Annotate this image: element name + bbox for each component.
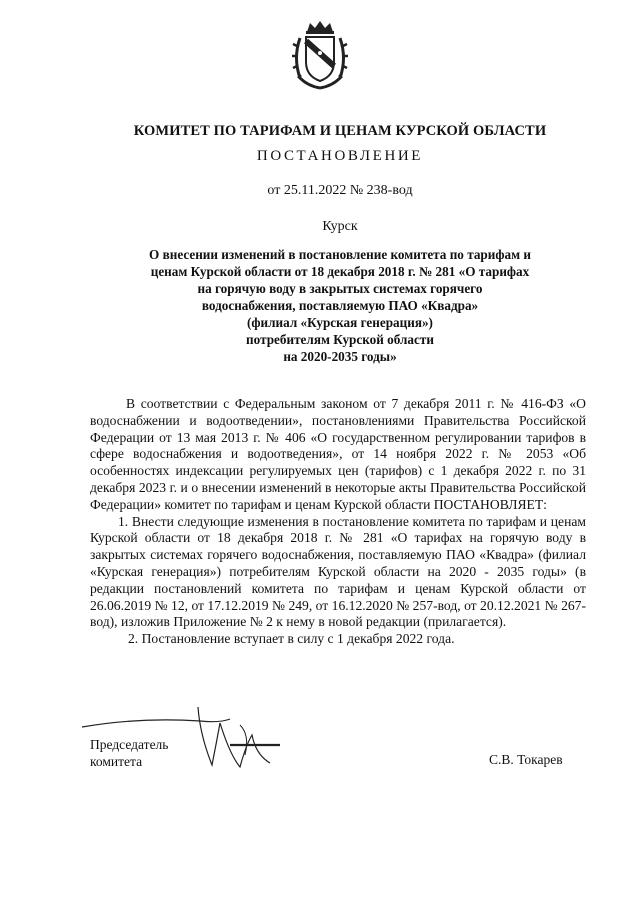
signer-title [90, 736, 168, 770]
preamble-paragraph: В соответствии с Федеральным законом от 7 декабря 2011 г. № 416-ФЗ «О водоснабжении и водоотведении», постановлениями Правительства Российской Федерации от 13 мая 2013 г. № 406 «О государственном регулировании тарифов в сфере водоснабжения и водоотведения», от 14 ноября 2022 г. № 2053 «Об особенностях индексации регулируемых цен (тарифов) с 1 декабря 2022 г. по 31 декабря 2023 г. и о внесении изменений в некоторые акты Правительства Российской Федерации» комитет по тарифам и ценам Курской области ПОСТАНОВЛЯЕТ: [90, 396, 586, 512]
subject-line: ценам Курской области от 18 декабря 2018 г. № 281 «О тарифах [150, 264, 530, 279]
committee-name: КОМИТЕТ ПО ТАРИФАМ И ЦЕНАМ КУРСКОЙ ОБЛАСТИ [133, 123, 547, 139]
document-date-number: от 25.11.2022 № 238-вод [267, 183, 413, 198]
kursk-coat-of-arms-icon [290, 18, 350, 90]
document-city: Курск [322, 219, 358, 234]
signer-name: С.В. Токарев [489, 752, 563, 767]
subject-line: О внесении изменений в постановление комитета по тарифам и [149, 247, 531, 262]
document-subject [92, 246, 588, 365]
subject-line: потребителям Курской области [246, 332, 434, 347]
subject-line: на горячую воду в закрытых системах горячего [197, 281, 483, 296]
subject-line: водоснабжения, поставляемую ПАО «Квадра» [201, 298, 479, 313]
item-2-paragraph: 2. Постановление вступает в силу с 1 декабря 2022 года. [128, 631, 455, 647]
item-1-paragraph: 1. Внести следующие изменения в постановление комитета по тарифам и ценам Курской области от 18 декабря 2018 г. № 281 «О тарифах на горячую воду в закрытых системах горячего водоснабжения, поставляемую ПАО «Квадра» (филиал «Курская генерация») потребителям Курской области на 2020 - 2035 годы» (в редакции постановлений комитета по тарифам и ценам Курской области от 26.06.2019 № 12, от 17.12.2019 № 249, от 16.12.2020 № 257-вод, от 20.12.2021 № 267-вод), изложив Приложение № 2 к нему в новой редакции (прилагается). [90, 513, 586, 630]
document-type: ПОСТАНОВЛЕНИЕ [256, 148, 424, 164]
subject-line: (филиал «Курская генерация») [247, 315, 433, 330]
signer-title-line: Председатель [90, 737, 169, 752]
document-body [90, 396, 586, 648]
subject-line: на 2020-2035 годы» [283, 349, 397, 364]
signer-title-line: комитета [90, 754, 143, 769]
